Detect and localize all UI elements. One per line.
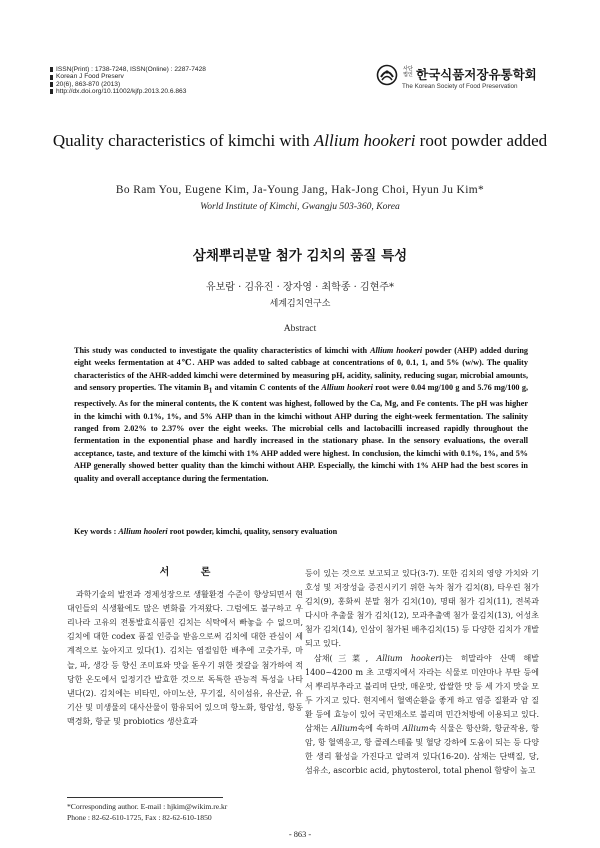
- volume-line: [50, 81, 206, 88]
- section-heading-introduction: 서 론: [159, 567, 225, 578]
- abstract-subscript: 1: [208, 387, 213, 395]
- body-species: Allium: [331, 724, 358, 734]
- issn-line: [50, 66, 206, 73]
- korean-affiliation: 세계김치연구소: [269, 299, 331, 309]
- title-prefix: Quality characteristics of kimchi with: [52, 131, 314, 150]
- title-suffix: root powder added: [415, 131, 548, 150]
- abstract-heading: Abstract: [283, 323, 317, 334]
- page-number: - 863 -: [288, 830, 312, 839]
- body-paragraph: [305, 652, 539, 779]
- author-contact: Phone : 82-62-610-1725, Fax : 82-62-610-1850: [67, 813, 212, 822]
- title-species: Allium hookeri: [313, 131, 416, 150]
- keywords-label: Key words :: [74, 527, 119, 536]
- abstract-text-1: This study was conducted to investigate the quality characteristics of kimchi with: [74, 346, 371, 355]
- korean-author-list: 유보람 · 김유진 · 장자영 · 최학종 · 김현주*: [205, 282, 395, 293]
- abstract-body: [74, 345, 528, 485]
- meta-bullet-icon: [50, 82, 53, 87]
- corresponding-author: *Corresponding author. E-mail : hjkim@wikim.re.kr: [67, 802, 228, 811]
- korean-title: 삼채뿌리분말 첨가 김치의 품질 특성: [192, 248, 408, 264]
- issn-text: ISSN(Print) : 1738-7248, ISSN(Online) : 2287-7428: [56, 66, 206, 73]
- article-title: [40, 131, 560, 151]
- body-species: Allium: [402, 724, 429, 734]
- journal-meta: [50, 66, 206, 96]
- society-name-ko: 한국식품저장유통학회: [416, 67, 537, 82]
- society-corp-label: 사단 법인: [403, 66, 413, 78]
- footnote-divider: [67, 797, 223, 798]
- body-species: Allium hookeri: [376, 653, 442, 663]
- meta-bullet-icon: [50, 89, 53, 94]
- keywords: [74, 527, 528, 536]
- body-paragraph: 과학기술의 발전과 경제성장으로 생활환경 수준이 향상되면서 현대인들의 식생활에도 많은 변화를 가져왔다. 그럼에도 불구하고 우리나라 고유의 전통발효식품인 김치는 식탁에서 빠놓을 수 없으며, 김치에 대한 codex 품질 인증을 받음으로써 김치에 대한 관심이 세계적으로 높아지고 있다(1). 김치는 염절임한 배추에 고춧가루, 마늘, 파, 생강 등 향신 조미료와 맛을 돋우기 위한 젓갈을 첨가하여 적당한 온도에서 일정기간 발효한 것으로 독특한 관능적 특성을 나타낸다(2). 김치에는 비타민, 아미노산, 무기질, 식이섬유, 유산균, 유기산 및 미생물의 대사산물이 함유되어 있으며 항노화, 항암성, 항동맥경화, 항균 및 probiotics 생산효과: [67, 590, 303, 726]
- journal-line: [50, 73, 206, 80]
- meta-bullet-icon: [50, 67, 53, 72]
- society-logo-icon: [376, 64, 398, 86]
- abstract-paragraph: [74, 345, 528, 485]
- affiliation: World Institute of Kimchi, Gwangju 503-360, Korea: [200, 201, 400, 212]
- abstract-text-4: root were 0.04 mg/100 g and 5.76 mg/100 g, respectively. As for the mineral contents, the K content was highest, followed by the Ca, Mg, and Fe contents. The pH was higher in the kimchi with 0.1%, 1%, and 5% AHP than in the kimchi without AHP during the eight-week fermentation. The salinity ranged from 2.02% to 2.37% over the eight weeks. The microbial cells and lactobacilli increased rapidly throughout the fermentation in the exponential phase and hardly increased in the stationary phase. In the sensory evaluations, the overall acceptance, taste, and texture of the kimchi with 1% AHP added were highest. In conclusion, the kimchi with 0.1%, 1%, and 5% AHP generally showed better quality than the kimchi without AHP. Especially, the kimchi with 1% AHP had the best scores in quality and overall acceptance during the fermentation.: [74, 383, 528, 483]
- keywords-species: Allium hooleri: [118, 527, 168, 536]
- abstract-text-3: and vitamin C contents of the: [212, 383, 322, 393]
- footnote: [67, 801, 307, 823]
- society-name-en: The Korean Society of Food Preservation: [402, 83, 518, 90]
- volume-text: 20(6), 863-870 (2013): [56, 80, 121, 88]
- abstract-species-2: Allium hookeri: [321, 383, 373, 393]
- body-paragraph: 등이 있는 것으로 보고되고 있다(3-7). 또한 김치의 영양 가치와 기호성 및 저장성을 증진시키기 위한 녹차 첨가 김치(8), 타우린 첨가 김치(9), 홍화씨 분말 첨가 김치(10), 명태 첨가 김치(11), 전복과 다시마 추출물 첨가 김치(12), 모과추출액 첨가 물김치(13), 어성초 첨가 김치(14), 인삼이 첨가된 배추김치(15) 등 다양한 김치가 개발되고 있다.: [305, 569, 539, 649]
- journal-name: Korean J Food Preserv: [56, 73, 124, 81]
- doi-line: [50, 88, 206, 95]
- body-column-left: [67, 566, 303, 729]
- keywords-list: root powder, kimchi, quality, sensory evaluation: [167, 527, 338, 536]
- society-brand: [376, 62, 556, 96]
- doi-link[interactable]: http://dx.doi.org/10.11002/kjfp.2013.20.6.863: [56, 88, 187, 96]
- body-column-right: [305, 567, 539, 778]
- meta-bullet-icon: [50, 75, 53, 80]
- body-text: )는 히말라야 산맥 해발 1400~4200 m 초 고랭지에서 자라는 식물로 미얀마나 부탄 등에서 뿌리부추라고 불리며 단맛, 매운맛, 쌉쌀한 맛 등 세 가지 맛을 모두 가지고 있다. 현지에서 혈액순환을 좋게 하고 염증 질환과 암 질환 등에 효능이 있어 국민채소로 불리며 민간처방에 이용되고 있다. 삼채는: [305, 653, 540, 734]
- body-text: 삼채(三菜,: [314, 653, 377, 663]
- abstract-species-1: Allium hookeri: [370, 346, 423, 355]
- abstract-text-2: powder (AHP) added during eight weeks fermentation at 4℃. AHP was added to salted cabbage at concentrations of 0, 0.1, 1, and 5% (w/w). The quality characteristics of the AHR-added kimchi were determined by measuring pH, acidity, salinity, reducing sugar, microbial amounts, and sensory properties. The vitamin B: [74, 346, 528, 393]
- author-list: Bo Ram You, Eugene Kim, Ja-Young Jang, Hak-Jong Choi, Hyun Ju Kim*: [115, 184, 485, 196]
- body-text: 속 식물은 항산화, 항균작용, 항암, 항 혈액응고, 항 콜레스테롤 및 혈당 강하에 도움이 되는 등 다양한 생리 활성을 가진다고 알려져 있다(16-20). 삼채는 단백질, 당, 섬유소, ascorbic acid, phytosterol, total phenol 함량이 높고: [305, 724, 539, 776]
- body-text: 속에 속하며: [357, 724, 403, 734]
